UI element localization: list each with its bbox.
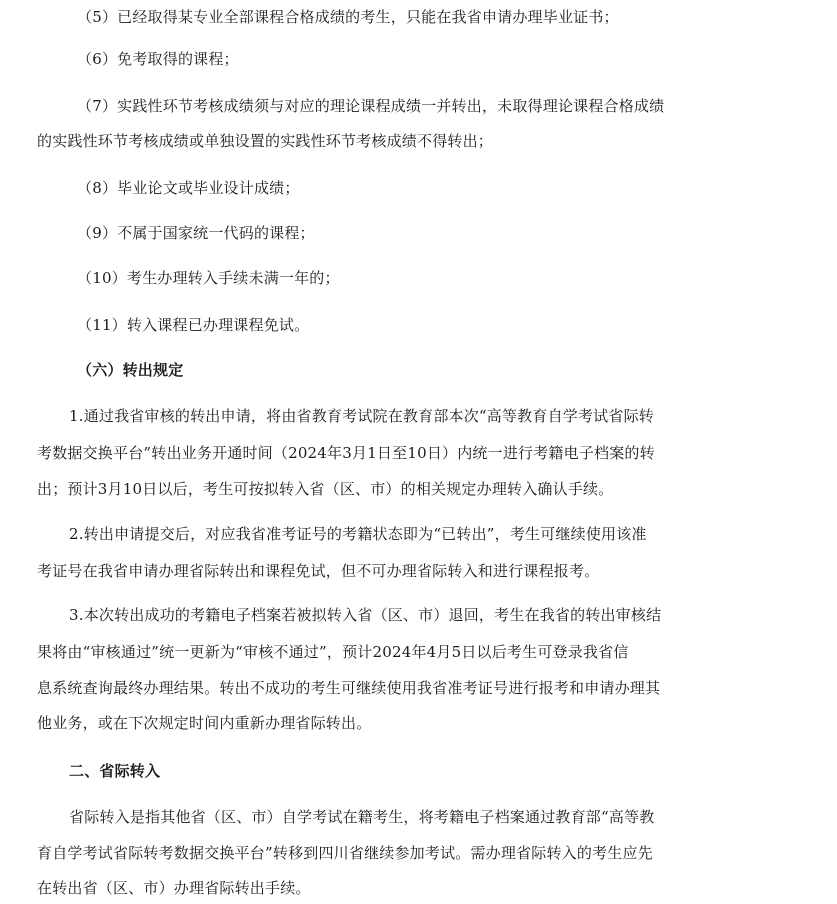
item-8: （8）毕业论文或毕业设计成绩；	[77, 179, 300, 197]
rule-3-line2: 果将由“审核通过”统一更新为“审核不通过”，预计2024年4月5日以后考生可登录我省信	[37, 643, 629, 661]
rule-3-line4: 他业务，或在下次规定时间内重新办理省际转出。	[37, 714, 372, 732]
item-11: （11）转入课程已办理课程免试。	[77, 316, 310, 334]
section-2-body-line2: 育自学考试省际转考数据交换平台”转移到四川省继续参加考试。需办理省际转入的考生应先	[37, 844, 653, 862]
section-2-heading: 二、省际转入	[69, 762, 161, 780]
item-7-line1: （7）实践性环节考核成绩须与对应的理论课程成绩一并转出，未取得理论课程合格成绩	[77, 97, 665, 115]
item-5: （5）已经取得某专业全部课程合格成绩的考生，只能在我省申请办理毕业证书；	[77, 8, 619, 26]
item-9: （9）不属于国家统一代码的课程；	[77, 224, 315, 242]
item-6: （6）免考取得的课程；	[77, 50, 239, 68]
rule-3-line3: 息系统查询最终办理结果。转出不成功的考生可继续使用我省准考证号进行报考和申请办理其	[37, 679, 661, 697]
section-2-body-line3: 在转出省（区、市）办理省际转出手续。	[37, 879, 311, 897]
rule-2-line2: 考证号在我省申请办理省际转出和课程免试，但不可办理省际转入和进行课程报考。	[37, 562, 600, 580]
rule-3-line1: 3.本次转出成功的考籍电子档案若被拟转入省（区、市）退回，考生在我省的转出审核结	[69, 606, 662, 624]
rule-1-line3: 出；预计3月10日以后，考生可按拟转入省（区、市）的相关规定办理转入确认手续。	[37, 480, 614, 498]
rule-1-line2: 考数据交换平台”转出业务开通时间（2024年3月1日至10日）内统一进行考籍电子档案的转	[37, 444, 655, 462]
section-2-body-line1: 省际转入是指其他省（区、市）自学考试在籍考生，将考籍电子档案通过教育部“高等教	[69, 808, 655, 826]
item-7-line2: 的实践性环节考核成绩或单独设置的实践性环节考核成绩不得转出；	[37, 132, 494, 150]
item-10: （10）考生办理转入手续未满一年的；	[77, 269, 340, 287]
rule-2-line1: 2.转出申请提交后，对应我省准考证号的考籍状态即为“已转出”，考生可继续使用该准	[69, 525, 647, 543]
section-6-heading: （六）转出规定	[77, 361, 184, 379]
rule-1-line1: 1.通过我省审核的转出申请，将由省教育考试院在教育部本次“高等教育自学考试省际转	[69, 407, 654, 425]
